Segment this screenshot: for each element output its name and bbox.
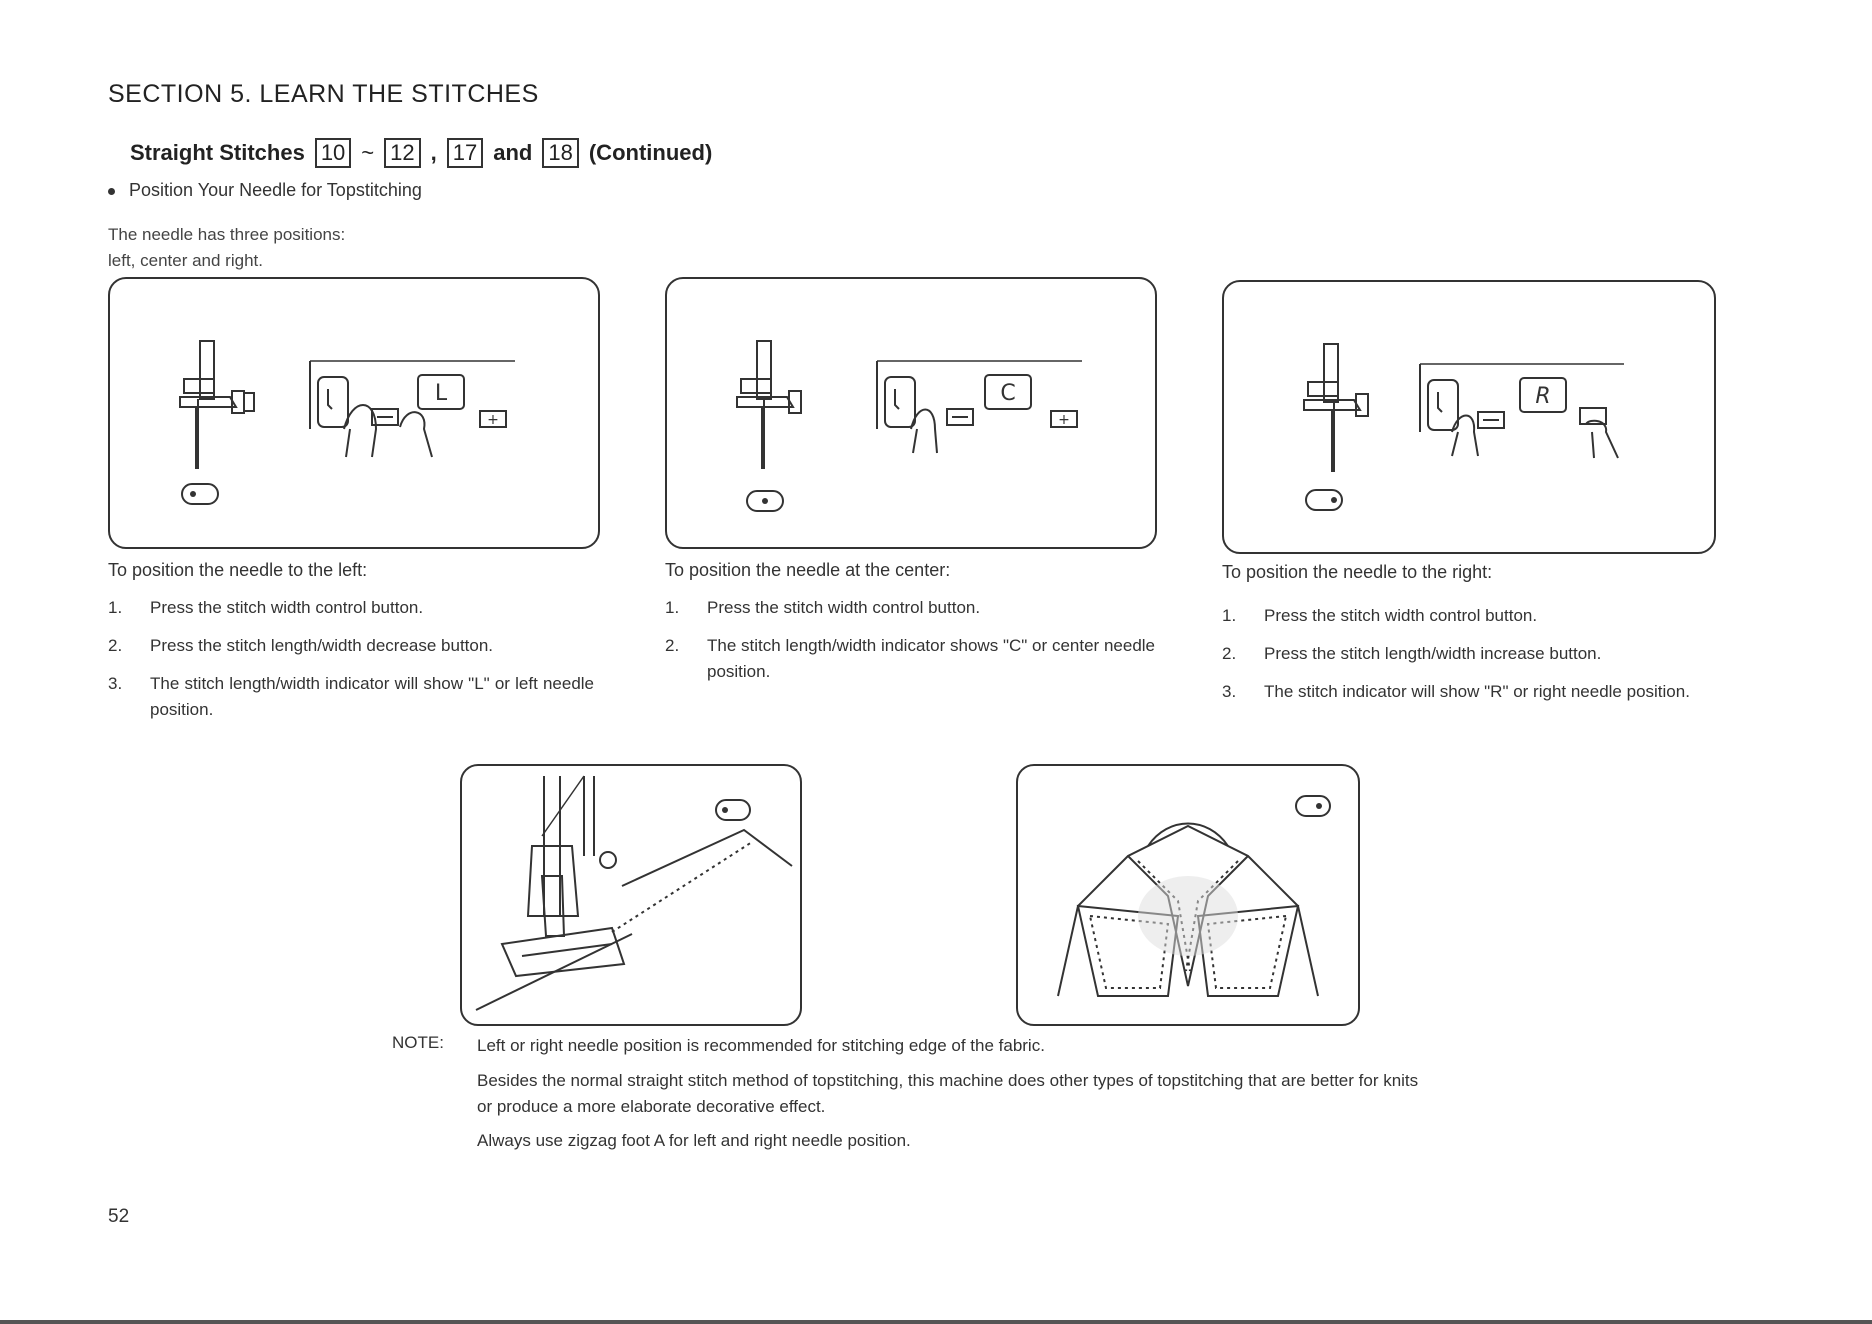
stitch-number-box: 17 bbox=[447, 138, 483, 168]
needle-right-illustration bbox=[1224, 282, 1714, 552]
presser-foot-illustration bbox=[462, 766, 800, 1024]
section-title: SECTION 5. LEARN THE STITCHES bbox=[108, 80, 539, 108]
intro-line: The needle has three positions: bbox=[108, 225, 346, 244]
stitch-number-box: 12 bbox=[384, 138, 420, 168]
topic-text: Position Your Needle for Topstitching bbox=[129, 180, 422, 200]
steps-list bbox=[665, 595, 1155, 685]
list-item bbox=[1222, 641, 1710, 667]
step-text: Press the stitch width control button. bbox=[707, 598, 981, 617]
step-text: Press the stitch length/width decrease button. bbox=[150, 636, 494, 655]
stitch-heading-prefix: Straight Stitches bbox=[130, 140, 305, 165]
steps-list bbox=[1222, 603, 1710, 705]
bottom-border bbox=[0, 1320, 1872, 1324]
step-number: 3. bbox=[108, 674, 123, 693]
stitch-heading bbox=[130, 138, 712, 168]
intro-text bbox=[108, 222, 345, 274]
step-text: The stitch indicator will show "R" or right needle position. bbox=[1264, 682, 1690, 701]
needle-center-illustration bbox=[667, 279, 1155, 547]
instructions-center bbox=[665, 560, 1155, 697]
instructions-heading: To position the needle to the right: bbox=[1222, 562, 1493, 582]
step-text: The stitch length/width indicator will show "L" or left needle position. bbox=[150, 674, 594, 719]
collar-illustration bbox=[1018, 766, 1358, 1024]
indicator-letter: R bbox=[1535, 384, 1551, 409]
bullet-icon bbox=[108, 188, 115, 195]
step-number: 2. bbox=[108, 636, 123, 655]
list-item bbox=[665, 633, 1155, 685]
step-number: 2. bbox=[1222, 644, 1237, 663]
instructions-heading: To position the needle at the center: bbox=[665, 560, 951, 580]
steps-list bbox=[108, 595, 594, 723]
note-paragraph: Always use zigzag foot A for left and right needle position. bbox=[477, 1131, 911, 1150]
svg-text:+: + bbox=[1058, 412, 1070, 428]
step-number: 1. bbox=[108, 598, 123, 617]
list-item bbox=[1222, 679, 1710, 705]
step-text: Press the stitch length/width increase button. bbox=[1264, 644, 1602, 663]
step-number: 3. bbox=[1222, 682, 1237, 701]
indicator-letter: L bbox=[434, 381, 448, 406]
illustration-panel-left bbox=[108, 277, 600, 549]
list-item bbox=[108, 671, 594, 723]
note-paragraph: Besides the normal straight stitch method of topstitching, this machine does other types of topstitching that are better for knits or produce a more elaborate decorative effect. bbox=[477, 1071, 1419, 1116]
list-item bbox=[1222, 603, 1710, 629]
topic-heading bbox=[108, 180, 422, 201]
step-number: 2. bbox=[665, 636, 680, 655]
needle-left-illustration bbox=[110, 279, 598, 547]
comma-separator: , bbox=[430, 140, 437, 165]
continued-label: (Continued) bbox=[588, 140, 713, 165]
indicator-letter: C bbox=[1000, 381, 1016, 406]
step-text: Press the stitch width control button. bbox=[1264, 606, 1538, 625]
svg-text:+: + bbox=[487, 412, 499, 428]
instructions-heading: To position the needle to the left: bbox=[108, 560, 368, 580]
illustration-panel-right bbox=[1222, 280, 1716, 554]
step-text: Press the stitch width control button. bbox=[150, 598, 424, 617]
illustration-topstitch-collar bbox=[1016, 764, 1360, 1026]
step-number: 1. bbox=[665, 598, 680, 617]
list-item bbox=[108, 595, 594, 621]
note-label: NOTE: bbox=[392, 1033, 444, 1052]
range-separator: ~ bbox=[361, 140, 375, 165]
stitch-number-box: 18 bbox=[542, 138, 578, 168]
list-item bbox=[108, 633, 594, 659]
note-paragraph: Left or right needle position is recommended for stitching edge of the fabric. bbox=[477, 1036, 1045, 1055]
page-number: 52 bbox=[108, 1206, 130, 1227]
instructions-left bbox=[108, 560, 594, 735]
step-number: 1. bbox=[1222, 606, 1237, 625]
intro-line: left, center and right. bbox=[108, 251, 263, 270]
and-separator: and bbox=[493, 140, 533, 165]
illustration-panel-center bbox=[665, 277, 1157, 549]
step-text: The stitch length/width indicator shows "C" or center needle position. bbox=[707, 636, 1155, 681]
illustration-topstitch-foot bbox=[460, 764, 802, 1026]
list-item bbox=[665, 595, 1155, 621]
instructions-right bbox=[1222, 562, 1710, 717]
stitch-number-box: 10 bbox=[315, 138, 351, 168]
